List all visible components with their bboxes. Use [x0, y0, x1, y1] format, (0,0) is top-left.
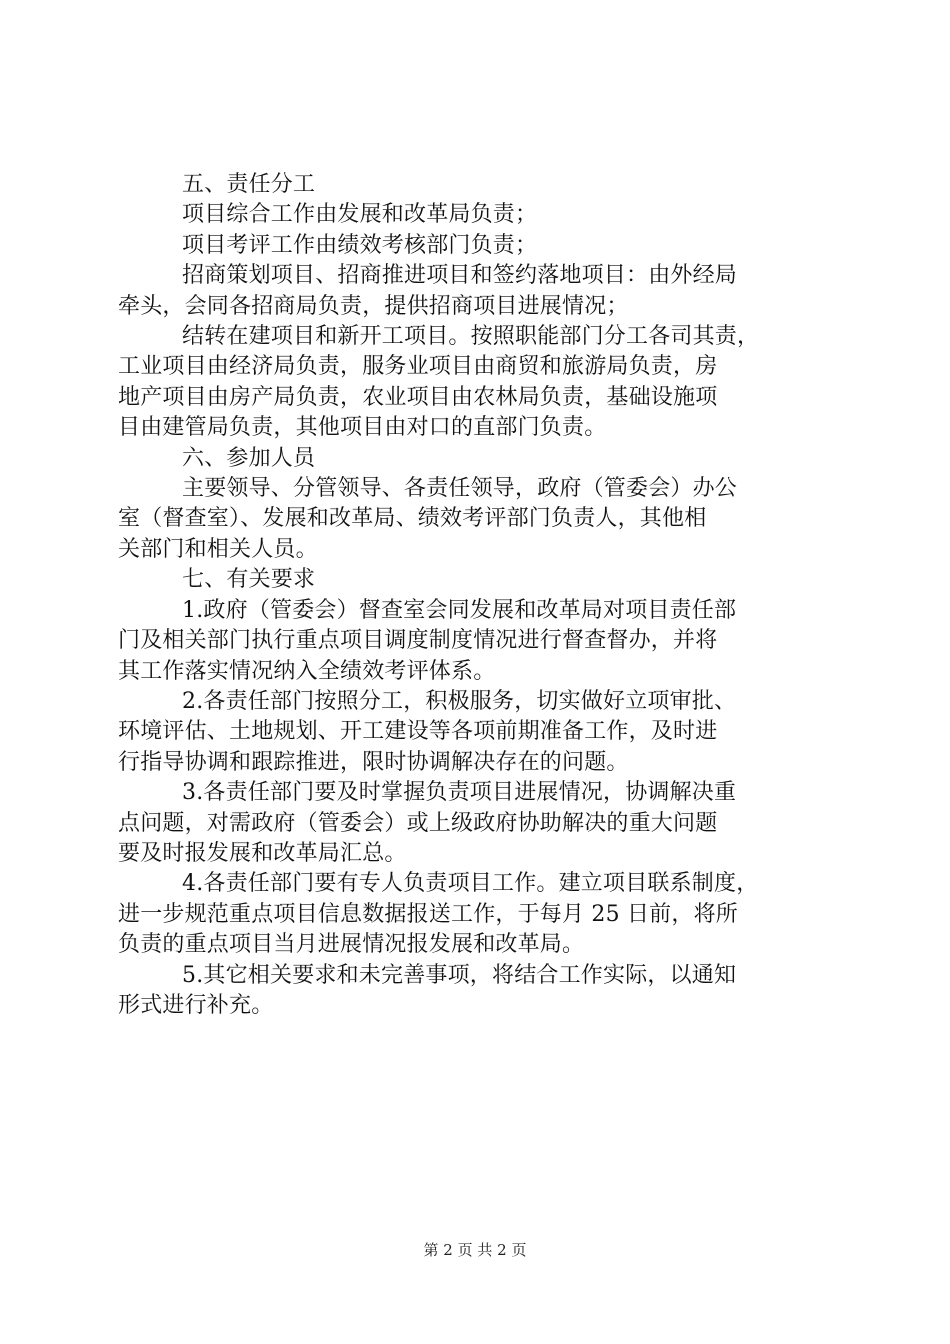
- body-line: 点问题，对需政府（管委会）或上级政府协助解决的重大问题: [118, 810, 718, 836]
- body-line: 其工作落实情况纳入全绩效考评体系。: [118, 658, 496, 684]
- body-line: 1.政府（管委会）督查室会同发展和改革局对项目责任部: [182, 597, 737, 623]
- body-line: 关部门和相关人员。: [118, 536, 318, 562]
- body-line: 5.其它相关要求和未完善事项，将结合工作实际，以通知: [182, 962, 737, 988]
- body-line: 项目考评工作由绩效考核部门负责；: [182, 232, 538, 258]
- body-line: 进一步规范重点项目信息数据报送工作，于每月 25 日前，将所: [118, 901, 738, 927]
- body-line: 牵头，会同各招商局负责，提供招商项目进展情况；: [118, 293, 629, 319]
- body-line: 室（督查室）、发展和改革局、绩效考评部门负责人，其他相: [118, 506, 707, 532]
- section-heading-responsibility: 五、责任分工: [182, 172, 316, 197]
- body-line: 门及相关部门执行重点项目调度制度情况进行督查督办，并将: [118, 628, 718, 654]
- body-line: 环境评估、土地规划、开工建设等各项前期准备工作，及时进: [118, 719, 718, 745]
- section-heading-participants: 六、参加人员: [182, 445, 316, 471]
- body-line: 负责的重点项目当月进展情况报发展和改革局。: [118, 932, 585, 958]
- body-line: 要及时报发展和改革局汇总。: [118, 840, 407, 866]
- section-heading-requirements: 七、有关要求: [182, 567, 316, 593]
- body-line: 地产项目由房产局负责，农业项目由农林局负责，基础设施项: [118, 384, 718, 410]
- body-line: 4.各责任部门要有专人负责项目工作。建立项目联系制度，: [182, 871, 759, 897]
- document-body: [118, 170, 836, 1021]
- body-line: 形式进行补充。: [118, 992, 274, 1018]
- body-line: 行指导协调和跟踪推进，限时协调解决存在的问题。: [118, 749, 629, 775]
- body-line: 招商策划项目、招商推进项目和签约落地项目：由外经局: [182, 263, 738, 289]
- body-line: 工业项目由经济局负责，服务业项目由商贸和旅游局负责，房: [118, 354, 718, 380]
- body-line: 主要领导、分管领导、各责任领导，政府（管委会）办公: [182, 476, 738, 502]
- body-line: 3.各责任部门要及时掌握负责项目进展情况，协调解决重: [182, 780, 737, 806]
- body-line: 项目综合工作由发展和改革局负责；: [182, 202, 538, 228]
- body-line: 结转在建项目和新开工项目。按照职能部门分工各司其责，: [182, 324, 760, 350]
- body-line: 目由建管局负责，其他项目由对口的直部门负责。: [118, 415, 607, 441]
- page-number-footer: 第 2 页 共 2 页: [423, 1241, 527, 1259]
- body-line: 2.各责任部门按照分工，积极服务，切实做好立项审批、: [182, 688, 737, 714]
